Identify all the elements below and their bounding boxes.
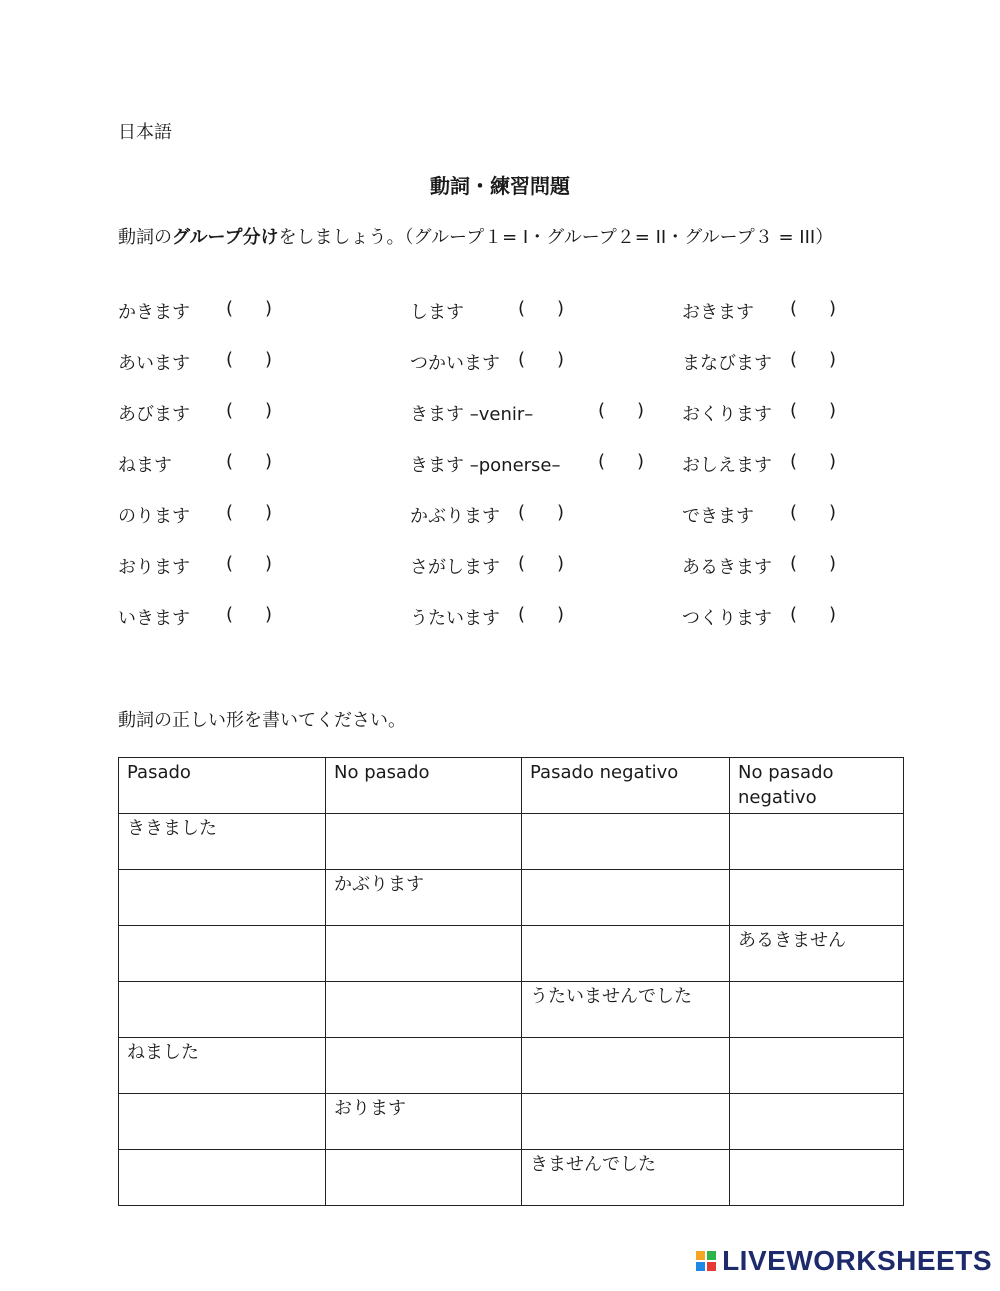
group-answer-blank: ( ) [790,502,837,523]
group-answer-input[interactable] [528,350,554,370]
verb-label: あびます [118,404,190,425]
table-cell[interactable] [522,870,730,926]
verb-label: おきます [682,302,754,323]
group-answer-blank: ( ) [518,298,565,319]
liveworksheets-logo [696,1245,992,1277]
verb-label: うたいます [410,608,500,629]
table-cell[interactable] [730,982,904,1038]
group-answer-input[interactable] [236,503,262,523]
table-cell[interactable] [522,1094,730,1150]
group-answer-input[interactable] [236,299,262,319]
verb-label: ねます [118,455,172,476]
header-pasado-negativo: Pasado negativo [522,758,730,814]
group-answer-blank: ( ) [790,451,837,472]
verb-label: かぶります [410,506,500,527]
group-answer-blank: ( ) [226,553,273,574]
table-cell[interactable] [119,982,326,1038]
verb-label: おくります [682,404,772,425]
group-answer-input[interactable] [236,554,262,574]
table-cell[interactable] [522,926,730,982]
verb-label: あいます [118,353,190,374]
verb-label: いきます [118,608,190,629]
group-answer-input[interactable] [528,299,554,319]
group-answer-blank: ( ) [518,502,565,523]
table-cell: おります [326,1094,522,1150]
table-row [119,1094,904,1150]
verb-label: できます [682,506,754,527]
group-answer-input[interactable] [800,605,826,625]
verb-label: つかいます [410,353,500,374]
verb-row [0,298,1000,328]
verb-label: おしえます [682,455,772,476]
table-cell[interactable] [730,1094,904,1150]
group-answer-blank: ( ) [226,349,273,370]
group-answer-input[interactable] [800,503,826,523]
group-answer-input[interactable] [528,605,554,625]
group-answer-blank: ( ) [790,553,837,574]
group-answer-input[interactable] [528,503,554,523]
logo-blocks-icon [696,1251,716,1271]
table-cell[interactable] [326,1038,522,1094]
table-cell[interactable] [326,982,522,1038]
verb-row [0,349,1000,379]
group-answer-input[interactable] [236,605,262,625]
group-answer-input[interactable] [800,401,826,421]
verb-label: まなびます [682,353,772,374]
table-cell[interactable] [326,814,522,870]
table-cell[interactable] [326,1150,522,1206]
group-answer-blank: ( ) [518,349,565,370]
table-row [119,982,904,1038]
table-cell: あるきません [730,926,904,982]
group-answer-input[interactable] [800,554,826,574]
table-cell: きませんでした [522,1150,730,1206]
verb-label: さがします [410,557,500,578]
verb-row [0,604,1000,634]
table-cell[interactable] [119,1150,326,1206]
table-cell[interactable] [326,926,522,982]
verb-label: のります [118,506,190,527]
group-answer-input[interactable] [608,452,634,472]
table-cell: うたいませんでした [522,982,730,1038]
verb-label: きます –ponerse– [410,455,561,476]
exercise1-instruction: 動詞のグループ分けをしましょう。（グループ１= I・グループ２= II・グループ３ = III） [118,227,834,248]
group-answer-blank: ( ) [790,400,837,421]
group-answer-blank: ( ) [226,451,273,472]
group-answer-input[interactable] [608,401,634,421]
verb-label: つくります [682,608,772,629]
group-answer-blank: ( ) [790,349,837,370]
group-answer-blank: ( ) [226,400,273,421]
group-answer-blank: ( ) [226,298,273,319]
table-cell[interactable] [522,1038,730,1094]
table-row [119,926,904,982]
conjugation-table [118,757,904,1206]
group-answer-input[interactable] [236,452,262,472]
group-answer-blank: ( ) [598,451,645,472]
header-pasado: Pasado [119,758,326,814]
group-answer-blank: ( ) [790,604,837,625]
verb-label: します [410,302,464,323]
table-cell[interactable] [730,1038,904,1094]
group-answer-input[interactable] [236,350,262,370]
page-title: 動詞・練習問題 [430,174,570,198]
group-answer-blank: ( ) [226,502,273,523]
table-row [119,1038,904,1094]
table-cell[interactable] [730,870,904,926]
group-answer-blank: ( ) [790,298,837,319]
group-answer-input[interactable] [800,452,826,472]
verb-label: きます –venir– [410,404,534,425]
group-answer-input[interactable] [800,350,826,370]
group-answer-blank: ( ) [518,604,565,625]
table-cell: ねました [119,1038,326,1094]
group-answer-input[interactable] [528,554,554,574]
table-cell[interactable] [119,926,326,982]
table-cell[interactable] [730,1150,904,1206]
group-answer-blank: ( ) [598,400,645,421]
exercise2-instruction: 動詞の正しい形を書いてください。 [118,710,406,731]
verb-row [0,400,1000,430]
table-cell[interactable] [119,1094,326,1150]
verb-row [0,451,1000,481]
verb-row [0,502,1000,532]
table-header-row [119,758,904,814]
group-answer-blank: ( ) [518,553,565,574]
table-cell: ききました [119,814,326,870]
verb-label: かきます [118,302,190,323]
verb-label: おります [118,557,190,578]
verb-label: あるきます [682,557,772,578]
logo-text: LIVEWORKSHEETS [722,1245,992,1276]
table-row [119,870,904,926]
subject-label: 日本語 [118,122,172,143]
group-answer-blank: ( ) [226,604,273,625]
table-cell: かぶります [326,870,522,926]
table-cell[interactable] [522,814,730,870]
table-cell[interactable] [119,870,326,926]
header-no-pasado: No pasado [326,758,522,814]
table-cell[interactable] [730,814,904,870]
group-answer-input[interactable] [236,401,262,421]
table-row [119,1150,904,1206]
verb-row [0,553,1000,583]
header-no-pasado-negativo: No pasado negativo [730,758,904,814]
table-row [119,814,904,870]
group-answer-input[interactable] [800,299,826,319]
